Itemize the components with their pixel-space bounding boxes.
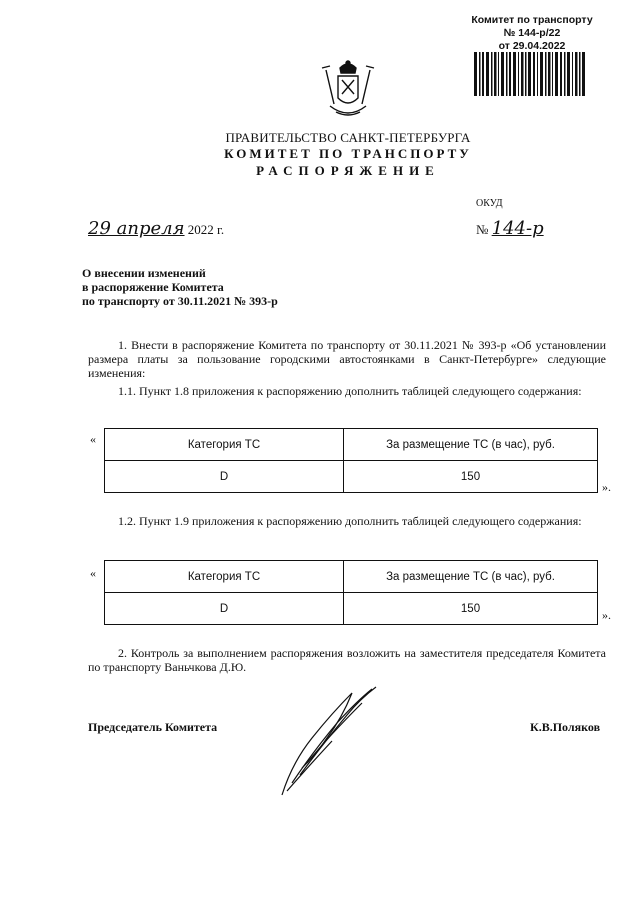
document-type: РАСПОРЯЖЕНИЕ [256,163,440,178]
quote-close-1: ». [602,480,611,494]
header-cell-price: За размещение ТС (в час), руб. [344,429,598,461]
document-number [476,218,544,239]
paragraph-1-2: 1.2. Пункт 1.9 приложения к распоряжению дополнить таблицей следующего содержания: [118,514,582,528]
coat-of-arms-icon [318,58,378,124]
paragraph-2: 2. Контроль за выполнением распоряжения возложить на заместителя председателя Комитета по транспорту Ваньчкова Д.Ю. [88,646,606,674]
document-subject [82,266,342,308]
registration-stamp [462,14,602,53]
table-row [105,461,598,493]
date-year: 2022 г. [187,222,225,237]
stamp-line-2: № 144-р/22 [503,27,561,39]
table-header-row [105,429,598,461]
cell-category: D [105,593,344,625]
cell-price: 150 [344,593,598,625]
header-cell-price: За размещение ТС (в час), руб. [344,561,598,593]
subject-line-3: по транспорту от 30.11.2021 № 393-р [82,294,278,308]
header-cell-category: Категория ТС [105,429,344,461]
cell-price: 150 [344,461,598,493]
paragraph-1-1: 1.1. Пункт 1.8 приложения к распоряжению дополнить таблицей следующего содержания: [118,384,582,398]
subject-line-1: О внесении изменений [82,266,206,280]
government-title: ПРАВИТЕЛЬСТВО САНКТ-ПЕТЕРБУРГА [225,130,471,145]
table-row [105,593,598,625]
committee-title: КОМИТЕТ ПО ТРАНСПОРТУ [224,146,472,161]
table-header-row [105,561,598,593]
stamp-line-3: от 29.04.2022 [498,40,566,52]
handwritten-date: 29 апреля [88,218,185,239]
number-label: № [476,222,489,237]
quote-open-2: « [90,566,96,580]
paragraph-1: 1. Внести в распоряжение Комитета по транспорту от 30.11.2021 № 393-р «Об установлении размера платы за пользование городскими автостоянками в Санкт-Петербурге» следующие изменения: [88,338,606,380]
stamp-line-1: Комитет по транспорту [471,14,593,26]
quote-open-1: « [90,432,96,446]
document-date [88,218,224,239]
table-1 [104,428,598,493]
quote-close-2: ». [602,608,611,622]
handwritten-number: 144-р [491,218,544,239]
subject-line-2: в распоряжение Комитета [82,280,224,294]
table-2 [104,560,598,625]
cell-category: D [105,461,344,493]
barcode [474,52,588,96]
signatory-name: К.В.Поляков [530,720,601,734]
okud-label: ОКУД [476,198,503,209]
handwritten-signature [272,683,382,798]
signatory-position: Председатель Комитета [88,720,218,734]
header-cell-category: Категория ТС [105,561,344,593]
